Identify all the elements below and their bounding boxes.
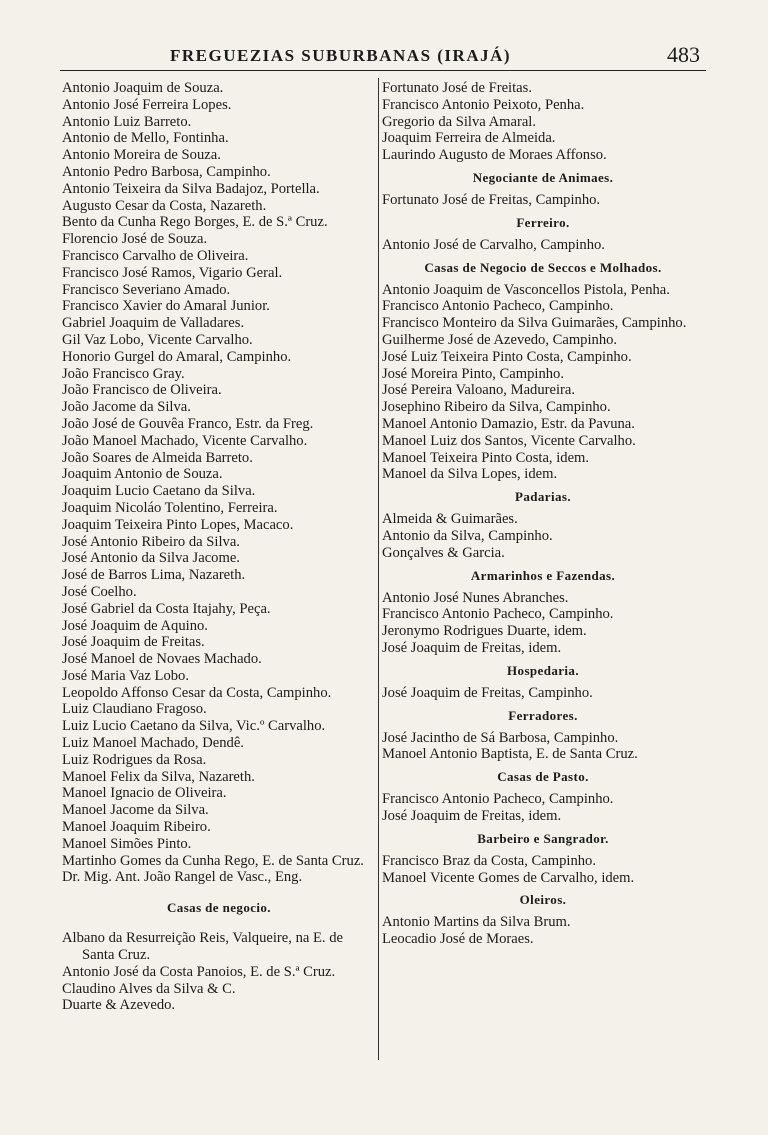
list-entry: Antonio de Mello, Fontinha. [62, 130, 229, 147]
list-entry: Manoel da Silva Lopes, idem. [382, 466, 558, 483]
list-entry: Francisco Antonio Pacheco, Campinho. [382, 298, 614, 315]
section-heading: Negociante de Animaes. [472, 169, 614, 185]
list-entry: Luiz Manoel Machado, Dendê. [62, 735, 244, 752]
list-entry: Antonio Martins da Silva Brum. [382, 914, 571, 931]
list-entry: Antonio José da Costa Panoios, E. de S.ª Cruz. [62, 963, 336, 980]
list-entry: Manoel Jacome da Silva. [62, 802, 209, 819]
list-entry: Manoel Ignacio de Oliveira. [62, 785, 227, 802]
list-entry: José Maria Vaz Lobo. [62, 667, 189, 684]
list-entry: Claudino Alves da Silva & C. [62, 980, 236, 997]
section-seccos-e-molhados [382, 260, 704, 484]
section-ferreiro [382, 215, 704, 254]
section-heading: Ferradores. [508, 707, 578, 723]
list-entry: Antonio José de Carvalho, Campinho. [382, 236, 605, 253]
list-entry: João Soares de Almeida Barreto. [62, 449, 253, 466]
list-entry: Francisco Antonio Peixoto, Penha. [382, 96, 585, 113]
list-entry: José Gabriel da Costa Itajahy, Peça. [62, 600, 271, 617]
list-entry: Leocadio José de Moraes. [382, 931, 534, 948]
list-entry: Antonio José Nunes Abranches. [382, 589, 569, 606]
column-divider [378, 78, 379, 1060]
list-entry: Francisco José Ramos, Vigario Geral. [62, 264, 283, 281]
list-entry: Joaquim Nicoláo Tolentino, Ferreira. [62, 499, 278, 516]
list-entry: João Jacome da Silva. [62, 399, 191, 416]
list-entry: José Joaquim de Freitas. [62, 634, 205, 651]
section-ferradores [382, 708, 704, 764]
list-entry: Francisco Antonio Pacheco, Campinho. [382, 791, 614, 808]
list-entry: Josephino Ribeiro da Silva, Campinho. [382, 399, 611, 416]
list-entry: Manoel Antonio Damazio, Estr. da Pavuna. [382, 415, 635, 432]
list-entry: José Joaquim de Freitas, Campinho. [382, 684, 593, 701]
list-entry: Jeronymo Rodrigues Duarte, idem. [382, 623, 587, 640]
list-entry: João Francisco Gray. [62, 365, 185, 382]
list-entry: Augusto Cesar da Costa, Nazareth. [62, 197, 267, 214]
list-entry: Martinho Gomes da Cunha Rego, E. de Santa Cruz. [62, 852, 364, 869]
list-entry: Gregorio da Silva Amaral. [382, 113, 537, 130]
section-heading: Casas de Negocio de Seccos e Molhados. [424, 259, 662, 275]
list-entry: Luiz Claudiano Fragoso. [62, 701, 207, 718]
list-entry: Gabriel Joaquim de Valladares. [62, 315, 245, 332]
list-entry: Antonio Joaquim de Vasconcellos Pistola, Penha. [382, 281, 670, 298]
page-number: 483 [667, 42, 700, 67]
list-entry: Francisco Severiano Amado. [62, 281, 231, 298]
list-entry: João Manoel Machado, Vicente Carvalho. [62, 432, 308, 449]
list-entry: Manoel Joaquim Ribeiro. [62, 819, 211, 836]
list-entry: Fortunato José de Freitas, Campinho. [382, 191, 601, 208]
list-entry: Francisco Carvalho de Oliveira. [62, 247, 249, 264]
list-entry: José Coelho. [62, 583, 137, 600]
list-entry: Manoel Teixeira Pinto Costa, idem. [382, 449, 590, 466]
list-entry: Gonçalves & Garcia. [382, 544, 505, 561]
page-header [60, 44, 706, 71]
list-entry: Manoel Vicente Gomes de Carvalho, idem. [382, 869, 635, 886]
section-heading: Padarias. [515, 489, 571, 505]
section-heading: Ferreiro. [516, 214, 570, 230]
list-entry: José Manoel de Novaes Machado. [62, 651, 262, 668]
list-entry: Manoel Felix da Silva, Nazareth. [62, 768, 255, 785]
list-entry: José Joaquim de Aquino. [62, 617, 208, 634]
list-entry: João José de Gouvêa Franco, Estr. da Freg. [62, 415, 314, 432]
section-heading: Barbeiro e Sangrador. [477, 830, 609, 846]
list-entry: José Antonio da Silva Jacome. [62, 550, 240, 567]
list-entry: Antonio Luiz Barreto. [62, 113, 192, 130]
list-entry: Albano da Resurreição Reis, Valqueire, na E. de Santa Cruz. [62, 930, 343, 964]
list-entry: Antonio Pedro Barbosa, Campinho. [62, 163, 271, 180]
section-hospedaria [382, 663, 704, 702]
left-column [62, 80, 376, 1014]
list-entry: Francisco Xavier do Amaral Junior. [62, 298, 270, 315]
list-entry: Francisco Braz da Costa, Campinho. [382, 852, 596, 869]
section-heading: Hospedaria. [507, 662, 579, 678]
list-entry: Almeida & Guimarães. [382, 511, 518, 528]
list-entry: Manoel Simões Pinto. [62, 835, 192, 852]
list-entry: Florencio José de Souza. [62, 231, 208, 248]
list-entry: Gil Vaz Lobo, Vicente Carvalho. [62, 331, 253, 348]
list-entry: Leopoldo Affonso Cesar da Costa, Campinho. [62, 684, 332, 701]
list-entry: Antonio Joaquim de Souza. [62, 80, 224, 96]
list-entry: Honorio Gurgel do Amaral, Campinho. [62, 348, 292, 365]
list-entry: Joaquim Ferreira de Almeida. [382, 130, 556, 147]
left-entry-list [62, 80, 376, 886]
right-intro-entries [382, 80, 704, 164]
left-section-entries [62, 930, 376, 1014]
section-heading: Armarinhos e Fazendas. [470, 567, 616, 583]
list-entry: Luiz Lucio Caetano da Silva, Vic.º Carvalho. [62, 718, 326, 735]
list-entry: Joaquim Antonio de Souza. [62, 466, 223, 483]
list-entry: Manoel Antonio Baptista, E. de Santa Cruz. [382, 746, 638, 763]
list-entry: Joaquim Lucio Caetano da Silva. [62, 483, 256, 500]
section-heading: Casas de Pasto. [497, 769, 589, 785]
list-entry: Manoel Luiz dos Santos, Vicente Carvalho. [382, 432, 636, 449]
list-entry: Antonio da Silva, Campinho. [382, 527, 553, 544]
section-padarias [382, 489, 704, 561]
list-entry: Dr. Mig. Ant. João Rangel de Vasc., Eng. [62, 869, 303, 886]
list-entry: Antonio José Ferreira Lopes. [62, 96, 232, 113]
list-entry: José Antonio Ribeiro da Silva. [62, 533, 240, 550]
list-entry: Francisco Monteiro da Silva Guimarães, Campinho. [382, 315, 687, 332]
list-entry: Laurindo Augusto de Moraes Affonso. [382, 147, 607, 164]
list-entry: Bento da Cunha Rego Borges, E. de S.ª Cruz. [62, 214, 328, 231]
list-entry: João Francisco de Oliveira. [62, 382, 222, 399]
list-entry: Antonio Moreira de Souza. [62, 147, 221, 164]
section-casas-de-pasto [382, 769, 704, 825]
list-entry: Duarte & Azevedo. [62, 997, 176, 1014]
right-column [382, 80, 704, 948]
section-oleiros [382, 892, 704, 948]
section-barbeiro-e-sangrador [382, 831, 704, 887]
list-entry: José Joaquim de Freitas, idem. [382, 807, 562, 824]
list-entry: José Luiz Teixeira Pinto Costa, Campinho. [382, 348, 632, 365]
list-entry: Francisco Antonio Pacheco, Campinho. [382, 606, 614, 623]
list-entry: José Pereira Valoano, Madureira. [382, 382, 576, 399]
list-entry: José Joaquim de Freitas, idem. [382, 639, 562, 656]
list-entry: Luiz Rodrigues da Rosa. [62, 751, 207, 768]
running-title: FREGUEZIAS SUBURBANAS (IRAJÁ) [170, 46, 512, 65]
list-entry: José de Barros Lima, Nazareth. [62, 567, 246, 584]
list-entry: Fortunato José de Freitas. [382, 80, 532, 96]
list-entry: Joaquim Teixeira Pinto Lopes, Macaco. [62, 516, 294, 533]
section-negociante-de-animaes [382, 170, 704, 209]
section-heading: Oleiros. [519, 892, 567, 908]
section-heading: Casas de negocio. [167, 900, 271, 916]
list-entry: José Jacintho de Sá Barbosa, Campinho. [382, 729, 619, 746]
list-entry: José Moreira Pinto, Campinho. [382, 365, 565, 382]
list-entry: Guilherme José de Azevedo, Campinho. [382, 331, 618, 348]
section-armarinhos-e-fazendas [382, 568, 704, 657]
list-entry: Antonio Teixeira da Silva Badajoz, Portella. [62, 180, 320, 197]
